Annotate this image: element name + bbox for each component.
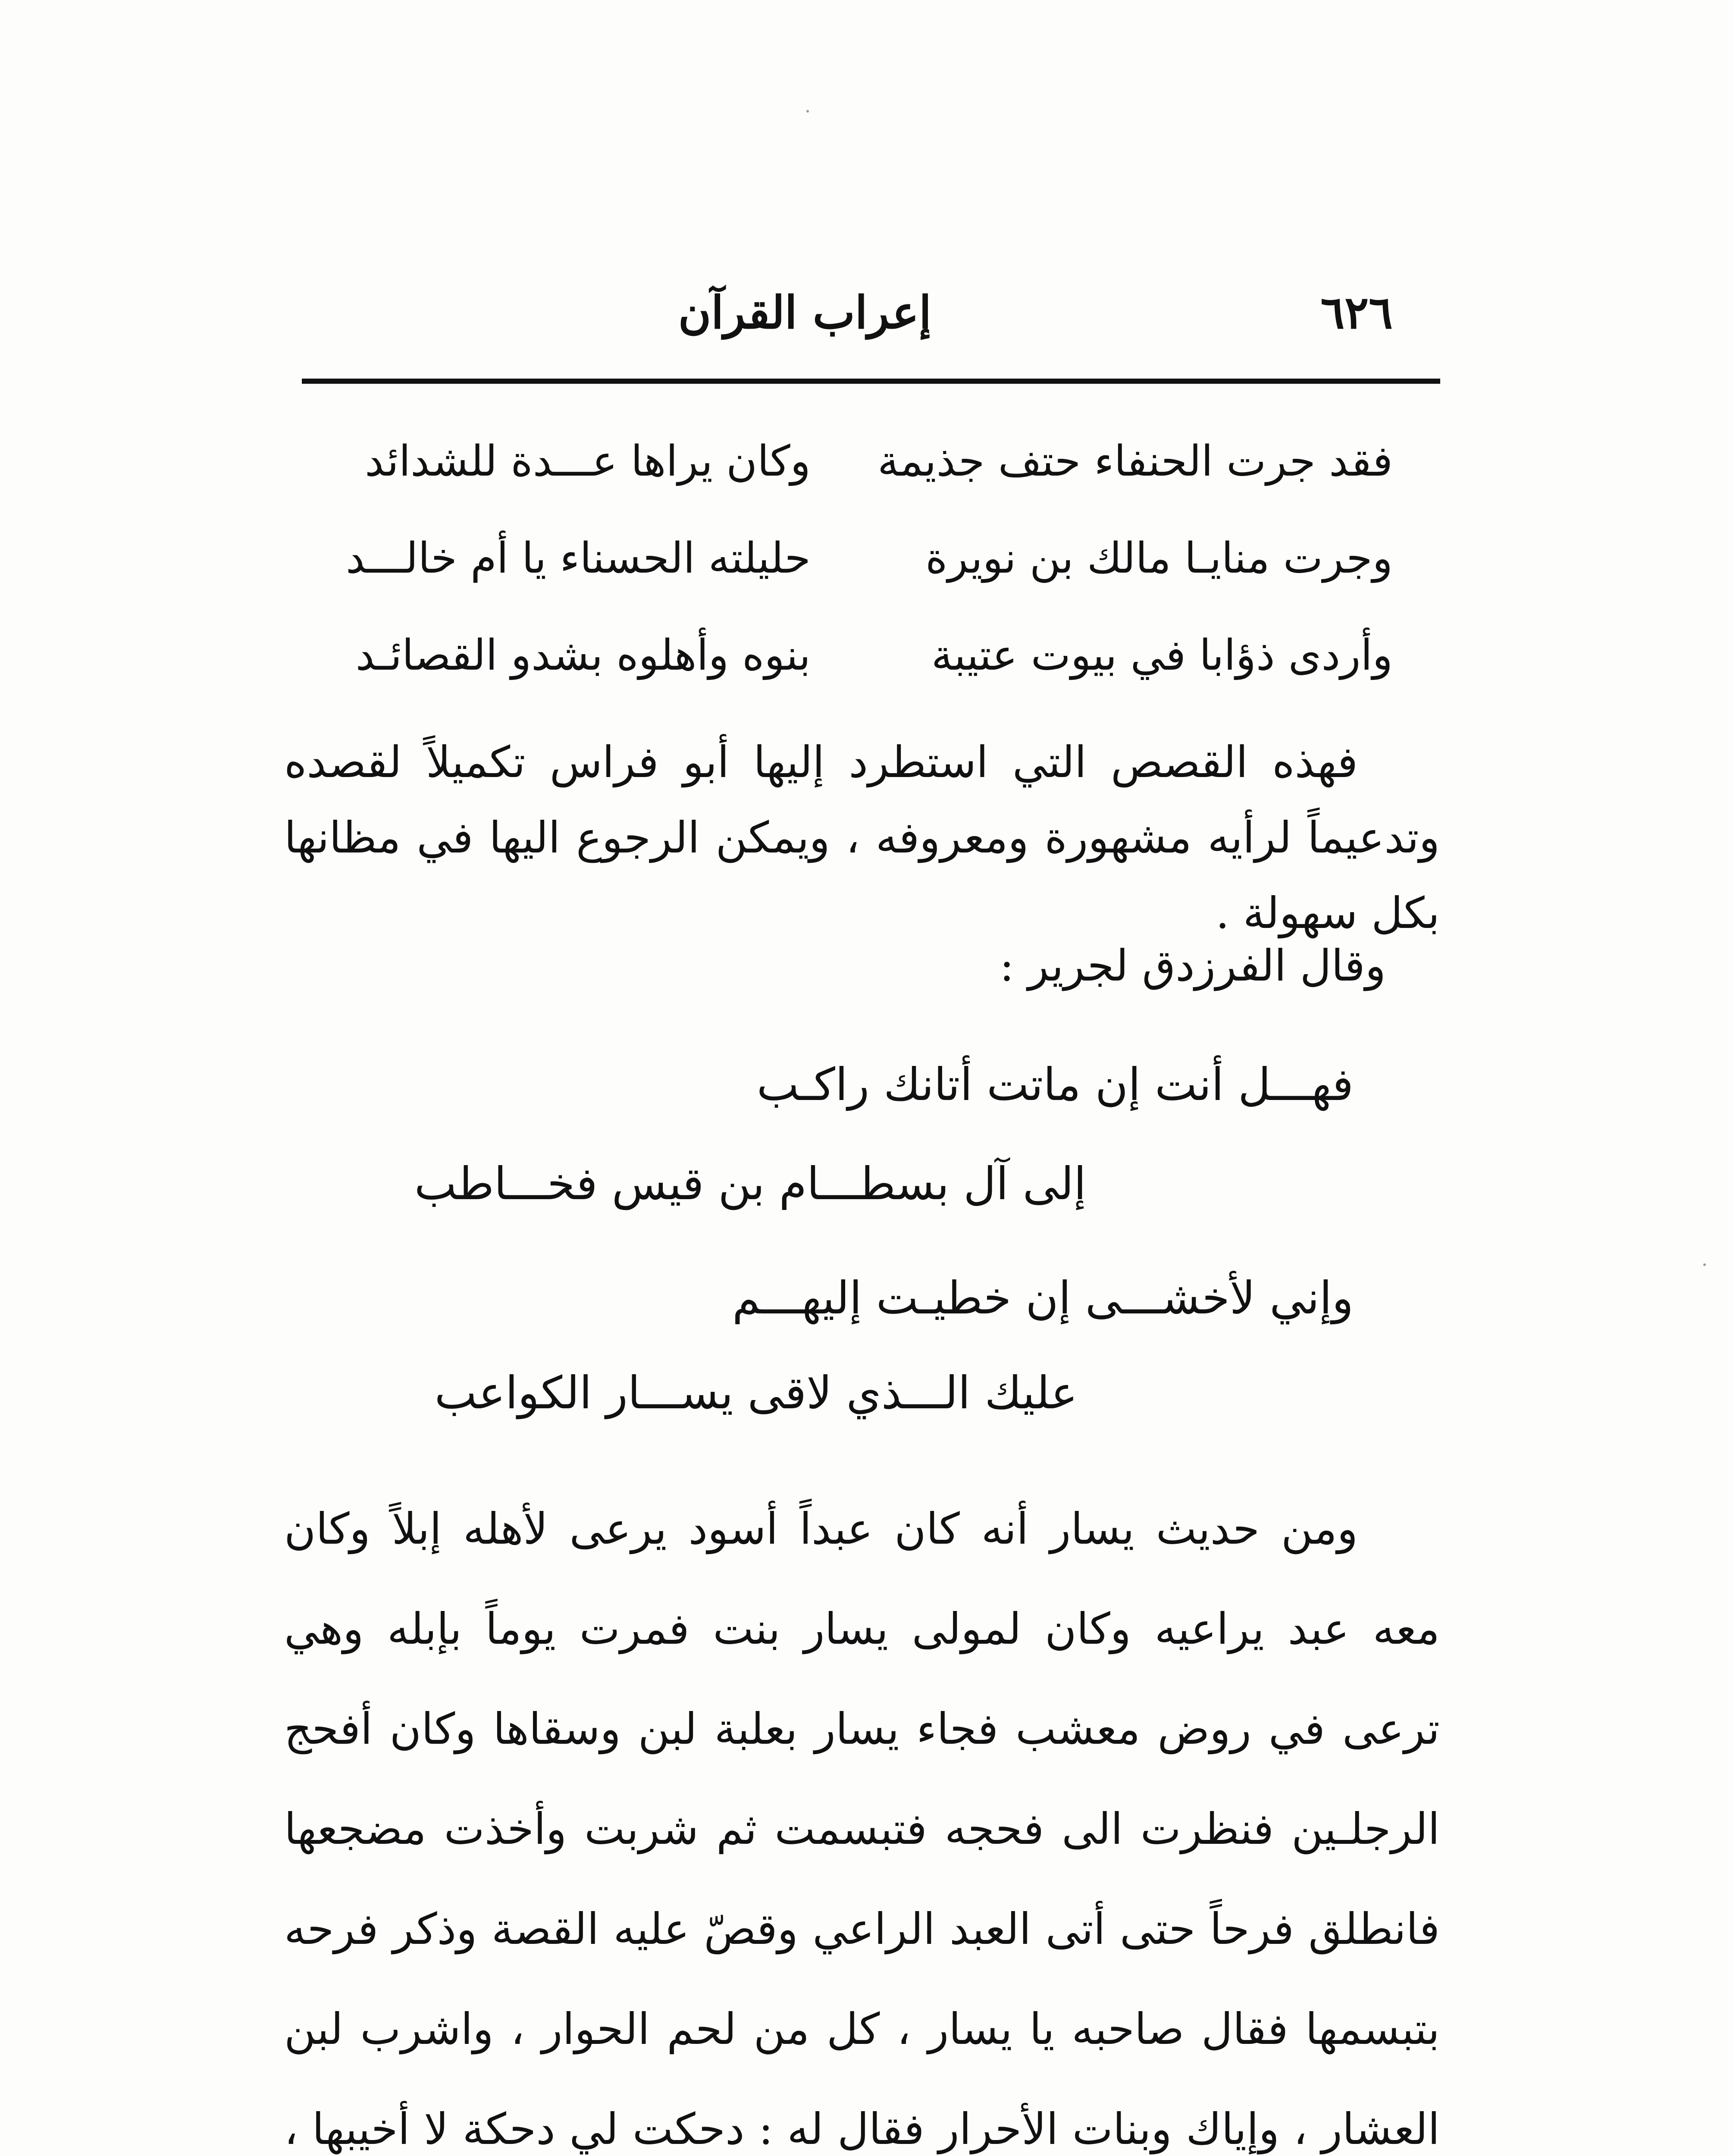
verse-first-hemistich: فقد جرت الحنفاء حتف جذيمة (877, 437, 1393, 486)
scan-speck (806, 110, 809, 113)
book-title: إعراب القرآن (678, 286, 931, 339)
paragraph-text: فهذه القصص التي استطرد إليها أبو فراس تكميلاً لقصده وتدعيماً لرأيه مشهورة ومعروفه ، ويمكن الرجوع اليها في مظانها بكل سهولة . (284, 737, 1440, 938)
verse-second-hemistich: بنوه وأهلوه بشدو القصائـد (355, 631, 811, 680)
verse-second-hemistich: وكان يراها عـــدة للشدائد (365, 437, 811, 486)
paragraph-commentary (284, 724, 1440, 951)
verse-first-hemistich: وجرت منايـا مالك بن نويرة (925, 534, 1393, 583)
page-header (302, 282, 1440, 343)
verse-line (302, 515, 1440, 612)
verse-block (302, 418, 1440, 709)
verse-line (302, 612, 1440, 709)
poem-line: فهـــل أنت إن ماتت أتانك راكـب (756, 1058, 1354, 1111)
poem-line: عليك الـــذي لاقى يســـار الكواعب (434, 1366, 1078, 1419)
verse-second-hemistich: حليلته الحسناء يا أم خالـــد (346, 534, 811, 583)
scan-speck (1703, 1263, 1706, 1266)
paragraph-text: ومن حديث يسار أنه كان عبداً أسود يرعى لأهله إبلاً وكان معه عبد يراعيه وكان لمولى يسار بنت فمرت يوماً بإبله وهي ترعى في روض معشب فجاء يسار بعلبة لبن وسقاها وكان أفحج الرجلـين فنظرت الى فحجه فتبسمت ثم شربت وأخذت مضجعها فانطلق فرحاً حتى أتى العبد الراعي وقصّ عليه القصة وذكر فرحه بتبسمها فقال صاحبه يا يسار ، كل من لحم الحوار ، واشرب لبن العشار ، وإياك وبنات الأحرار فقال له : دحكت لي دحكة لا أخيبها ، (284, 1504, 1440, 2154)
paragraph-story (284, 1479, 1440, 2156)
poem-line: إلى آل بسطـــام بن قيس فخـــاطب (414, 1157, 1086, 1210)
poem-intro: وقال الفرزدق لجرير : (1000, 940, 1386, 991)
verse-first-hemistich: وأردى ذؤابا في بيوت عتيبة (931, 631, 1393, 680)
verse-line (302, 418, 1440, 515)
poem-line: وإني لأخشـــى إن خطيـت إليهـــم (732, 1272, 1354, 1324)
header-rule (302, 379, 1440, 384)
page-number: ٦٢٦ (1320, 286, 1393, 339)
